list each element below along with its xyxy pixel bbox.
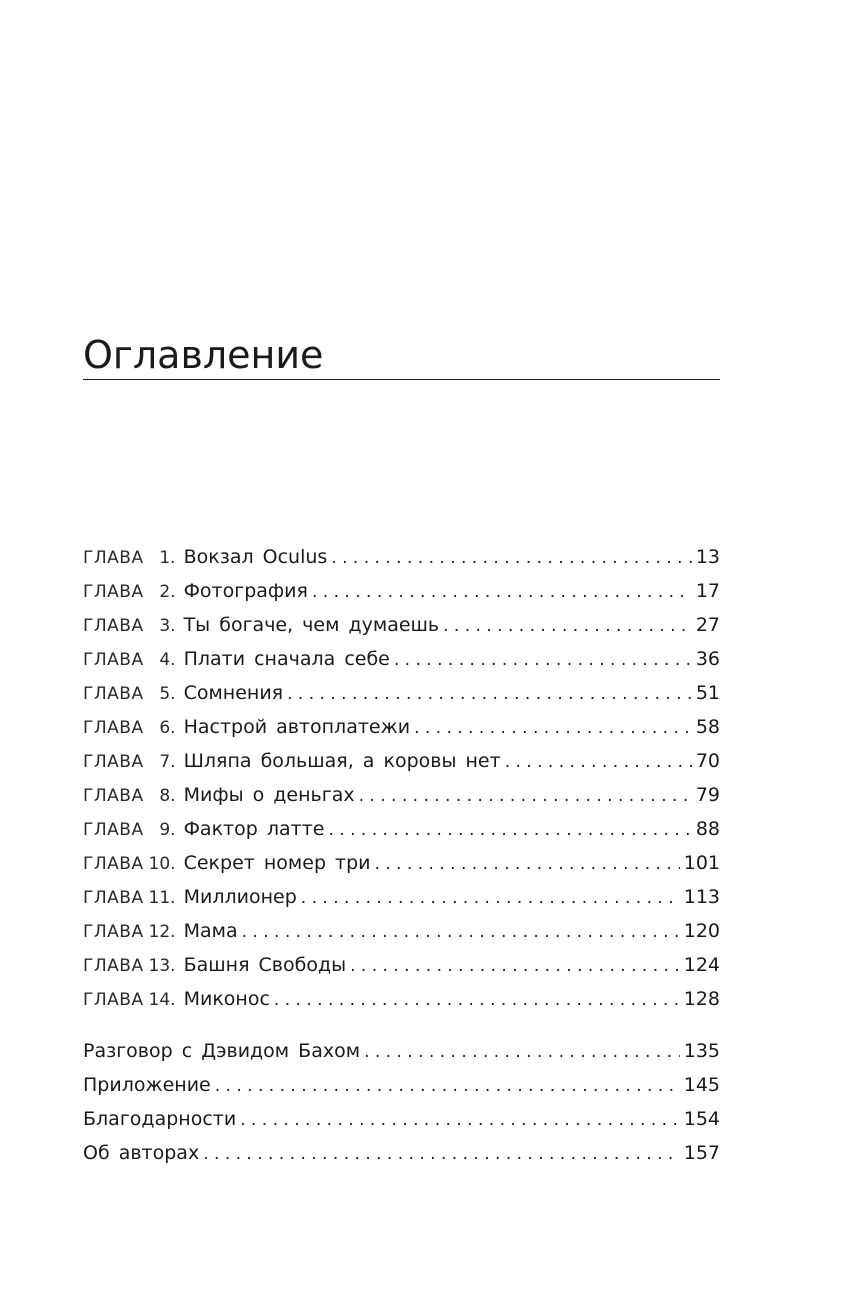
- toc-entry-chapter[interactable]: [83, 948, 720, 982]
- dot-leader: [443, 609, 692, 643]
- toc-entry-chapter[interactable]: [83, 540, 720, 574]
- dot-leader: [215, 1069, 680, 1103]
- toc-entry-chapter[interactable]: [83, 778, 720, 812]
- dot-leader: [287, 677, 692, 711]
- page-number: 120: [683, 920, 720, 942]
- chapter-number: 4.: [159, 650, 176, 670]
- toc-entry-chapter[interactable]: [83, 744, 720, 778]
- chapter-number: 9.: [159, 820, 176, 840]
- entry-title: Благодарности: [83, 1108, 237, 1130]
- chapter-label: ГЛАВА: [83, 820, 144, 840]
- dot-leader: [328, 813, 691, 847]
- page-number: 135: [683, 1040, 720, 1062]
- toc-entry-extra[interactable]: [83, 1136, 720, 1170]
- entry-title: Об авторах: [83, 1142, 200, 1164]
- dot-leader: [312, 575, 692, 609]
- dot-leader: [203, 1137, 680, 1171]
- page-title: Оглавление: [83, 333, 324, 377]
- toc-entry-chapter[interactable]: [83, 710, 720, 744]
- chapter-label: ГЛАВА: [83, 718, 144, 738]
- chapter-number: 7.: [159, 752, 176, 772]
- chapter-label: ГЛАВА: [83, 786, 144, 806]
- page-number: 101: [683, 852, 720, 874]
- chapter-label: ГЛАВА: [83, 616, 144, 636]
- section-spacer: [83, 1016, 720, 1034]
- page-number: 70: [695, 750, 720, 772]
- toc-entry-chapter[interactable]: [83, 812, 720, 846]
- chapter-title: Настрой автоплатежи: [183, 716, 411, 738]
- dot-leader: [505, 745, 692, 779]
- chapter-title: Мама: [183, 920, 238, 942]
- chapter-title: Фактор латте: [183, 818, 325, 840]
- page-number: 124: [683, 954, 720, 976]
- dot-leader: [364, 1035, 680, 1069]
- chapter-number: 8.: [159, 786, 176, 806]
- chapter-label: ГЛАВА: [83, 752, 144, 772]
- chapter-label: ГЛАВА: [83, 922, 144, 942]
- page-number: 79: [695, 784, 720, 806]
- chapter-label: ГЛАВА: [83, 684, 144, 704]
- chapter-title: Шляпа большая, а коровы нет: [183, 750, 501, 772]
- chapter-label: ГЛАВА: [83, 888, 144, 908]
- chapter-title: Плати сначала себе: [183, 648, 390, 670]
- chapter-number: 13.: [148, 956, 176, 976]
- chapter-title: Вокзал Oculus: [183, 546, 328, 568]
- dot-leader: [359, 779, 692, 813]
- chapter-title: Миллионер: [183, 886, 297, 908]
- toc-list: [83, 540, 720, 1170]
- dot-leader: [350, 949, 680, 983]
- page-number: 128: [683, 988, 720, 1010]
- toc-entry-chapter[interactable]: [83, 608, 720, 642]
- dot-leader: [274, 983, 680, 1017]
- chapter-number: 14.: [148, 990, 176, 1010]
- dot-leader: [375, 847, 680, 881]
- toc-entry-extra[interactable]: [83, 1068, 720, 1102]
- chapter-number: 2.: [159, 582, 176, 602]
- toc-entry-chapter[interactable]: [83, 574, 720, 608]
- chapter-label: ГЛАВА: [83, 582, 144, 602]
- chapter-title: Секрет номер три: [183, 852, 371, 874]
- chapter-label: ГЛАВА: [83, 990, 144, 1010]
- chapter-title: Ты богаче, чем думаешь: [183, 614, 440, 636]
- page-number: 27: [695, 614, 720, 636]
- toc-entry-chapter[interactable]: [83, 880, 720, 914]
- chapter-title: Башня Свободы: [183, 954, 347, 976]
- dot-leader: [242, 915, 680, 949]
- page-number: 88: [695, 818, 720, 840]
- dot-leader: [301, 881, 680, 915]
- page-number: 157: [683, 1142, 720, 1164]
- chapter-number: 6.: [159, 718, 176, 738]
- toc-entry-chapter[interactable]: [83, 642, 720, 676]
- chapter-title: Миконос: [183, 988, 270, 1010]
- dot-leader: [414, 711, 692, 745]
- toc-entry-chapter[interactable]: [83, 982, 720, 1016]
- title-divider: [83, 379, 720, 380]
- page-number: 13: [695, 546, 720, 568]
- page-number: 154: [683, 1108, 720, 1130]
- dot-leader: [240, 1103, 680, 1137]
- entry-title: Разговор с Дэвидом Бахом: [83, 1040, 361, 1062]
- chapter-number: 5.: [159, 684, 176, 704]
- chapter-number: 12.: [148, 922, 176, 942]
- chapter-label: ГЛАВА: [83, 650, 144, 670]
- chapter-number: 11.: [148, 888, 176, 908]
- page-number: 36: [695, 648, 720, 670]
- chapter-label: ГЛАВА: [83, 548, 144, 568]
- toc-entry-chapter[interactable]: [83, 914, 720, 948]
- page-number: 58: [695, 716, 720, 738]
- chapter-title: Сомнения: [183, 682, 284, 704]
- toc-entry-chapter[interactable]: [83, 676, 720, 710]
- page-number: 17: [695, 580, 720, 602]
- chapter-label: ГЛАВА: [83, 854, 144, 874]
- chapter-number: 1.: [159, 548, 176, 568]
- chapter-label: ГЛАВА: [83, 956, 144, 976]
- page-number: 51: [695, 682, 720, 704]
- page-number: 113: [683, 886, 720, 908]
- chapter-title: Фотография: [183, 580, 308, 602]
- toc-entry-extra[interactable]: [83, 1034, 720, 1068]
- entry-title: Приложение: [83, 1074, 211, 1096]
- chapter-number: 3.: [159, 616, 176, 636]
- chapter-number: 10.: [148, 854, 176, 874]
- dot-leader: [394, 643, 692, 677]
- dot-leader: [331, 541, 692, 575]
- chapter-title: Мифы о деньгах: [183, 784, 355, 806]
- page-number: 145: [683, 1074, 720, 1096]
- toc-entry-chapter[interactable]: [83, 846, 720, 880]
- toc-entry-extra[interactable]: [83, 1102, 720, 1136]
